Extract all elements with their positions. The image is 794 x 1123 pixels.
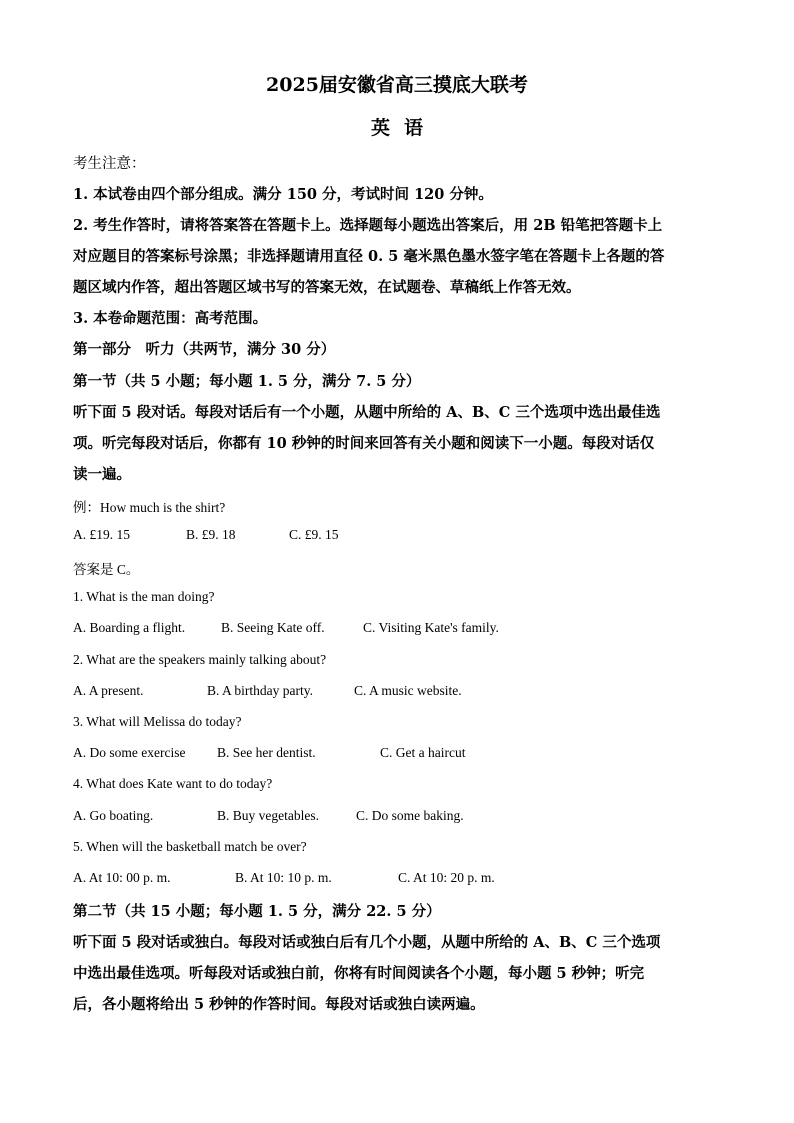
notice-item-2-line-2: 对应题目的答案标号涂黑；非选择题请用直径 0. 5 毫米黑色墨水签字笔在答题卡上各题的答 [73,248,665,265]
question-3: 3. What will Melissa do today? [73,714,242,729]
section-1-instruction-line-1: 听下面 5 段对话。每段对话后有一个小题，从题中所给的 A、B、C 三个选项中选出最佳选 [73,404,661,421]
notice-item-2-line-1: 2. 考生作答时，请将答案答在答题卡上。选择题每小题选出答案后，用 2B 铅笔把答题卡上 [73,217,663,234]
notice-item-2-line-3: 题区域内作答，超出答题区域书写的答案无效，在试题卷、草稿纸上作答无效。 [73,279,581,296]
section-1-instruction-line-3: 读一遍。 [73,466,131,483]
question-4: 4. What does Kate want to do today? [73,776,273,791]
question-4-option-a: A. Go boating. [73,808,154,823]
question-1-option-b: B. Seeing Kate off. [221,620,325,635]
example-answer: 答案是 C。 [73,562,140,577]
question-1-option-c: C. Visiting Kate's family. [363,620,499,635]
question-5: 5. When will the basketball match be over? [73,839,307,854]
section-1-instruction-line-2: 项。听完每段对话后，你都有 10 秒钟的时间来回答有关小题和阅读下一小题。每段对话仅 [73,435,655,452]
question-2-option-a: A. A present. [73,683,144,698]
part-1-heading: 第一部分 听力（共两节，满分 30 分） [73,341,336,358]
section-2-heading: 第二节（共 15 小题；每小题 1. 5 分，满分 22. 5 分） [73,903,441,920]
question-5-option-b: B. At 10: 10 p. m. [235,870,332,885]
question-2-option-c: C. A music website. [354,683,462,698]
question-4-option-c: C. Do some baking. [356,808,464,823]
notice-item-1: 1. 本试卷由四个部分组成。满分 150 分，考试时间 120 分钟。 [73,186,493,203]
example-question: 例：How much is the shirt? [73,500,226,515]
section-2-instruction-line-3: 后，各小题将给出 5 秒钟的作答时间。每段对话或独白读两遍。 [73,996,485,1013]
question-5-option-c: C. At 10: 20 p. m. [398,870,495,885]
subject-title: 英语 [370,117,437,139]
exam-title: 2025届安徽省高三摸底大联考 [266,74,528,96]
section-2-instruction-line-1: 听下面 5 段对话或独白。每段对话或独白后有几个小题，从题中所给的 A、B、C 三个选项 [73,934,661,951]
question-1: 1. What is the man doing? [73,589,215,604]
notice-item-3: 3. 本卷命题范围：高考范围。 [73,310,268,327]
question-5-option-a: A. At 10: 00 p. m. [73,870,171,885]
question-3-option-a: A. Do some exercise [73,745,186,760]
example-option-c: C. £9. 15 [289,527,339,542]
question-1-option-a: A. Boarding a flight. [73,620,186,635]
example-option-a: A. £19. 15 [73,527,130,542]
question-2: 2. What are the speakers mainly talking about? [73,652,327,667]
section-1-heading: 第一节（共 5 小题；每小题 1. 5 分，满分 7. 5 分） [73,373,421,390]
question-4-option-b: B. Buy vegetables. [217,808,319,823]
section-2-instruction-line-2: 中选出最佳选项。听每段对话或独白前，你将有时间阅读各个小题，每小题 5 秒钟；听完 [73,965,645,982]
question-3-option-c: C. Get a haircut [380,745,466,760]
question-2-option-b: B. A birthday party. [207,683,313,698]
example-option-b: B. £9. 18 [186,527,236,542]
notice-heading: 考生注意： [73,156,146,172]
question-3-option-b: B. See her dentist. [217,745,316,760]
